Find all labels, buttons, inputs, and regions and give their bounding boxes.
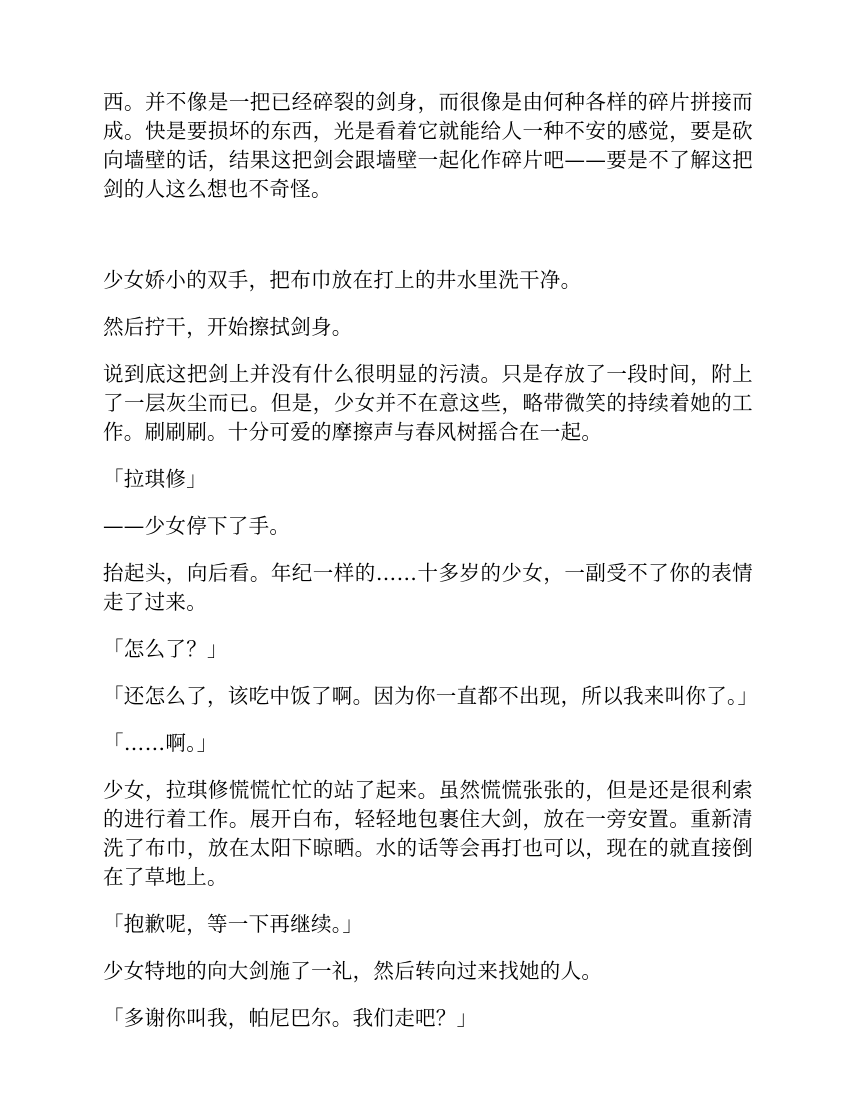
paragraph-7: 抬起头，向后看。年纪一样的……十多岁的少女，一副受不了你的表情走了过来。 <box>103 561 753 614</box>
scene-break <box>103 204 753 266</box>
paragraph-13: 少女特地的向大剑施了一礼，然后转向过来找她的人。 <box>103 959 603 983</box>
paragraph-11: 少女，拉琪修慌慌忙忙的站了起来。虽然慌慌张张的，但是还是很利索的进行着工作。展开白布，轻轻地包裹住大剑，放在一旁安置。重新清洗了布巾，放在太阳下晾晒。水的话等会再打也可以，现在的就直接倒在了草地上。 <box>103 778 753 889</box>
paragraph-3: 然后拧干，开始擦拭剑身。 <box>103 315 353 339</box>
paragraph-12: 「抱歉呢，等一下再继续。」 <box>103 912 364 936</box>
paragraph-1: 西。并不像是一把已经碎裂的剑身，而很像是由何种各样的碎片拼接而成。快是要损坏的东西，光是看着它就能给人一种不安的感觉，要是砍向墙壁的话，结果这把剑会跟墙壁一起化作碎片吧——要是不了解这把剑的人这么想也不奇怪。 <box>103 90 753 201</box>
paragraph-9: 「还怎么了，该吃中饭了啊。因为你一直都不出现，所以我来叫你了。」 <box>103 684 759 708</box>
paragraph-8: 「怎么了？」 <box>103 637 228 661</box>
paragraph-2: 少女娇小的双手，把布巾放在打上的井水里洗干净。 <box>103 268 582 292</box>
paragraph-4: 说到底这把剑上并没有什么很明显的污渍。只是存放了一段时间，附上了一层灰尘而已。但是，少女并不在意这些，略带微笑的持续着她的工作。刷刷刷。十分可爱的摩擦声与春风树摇合在一起。 <box>103 362 753 444</box>
paragraph-5: 「拉琪修」 <box>103 467 207 491</box>
paragraph-10: 「……啊。」 <box>103 731 218 755</box>
paragraph-6: ——少女停下了手。 <box>103 514 291 538</box>
document-page <box>103 88 759 1051</box>
paragraph-14: 「多谢你叫我，帕尼巴尔。我们走吧？」 <box>103 1006 478 1030</box>
